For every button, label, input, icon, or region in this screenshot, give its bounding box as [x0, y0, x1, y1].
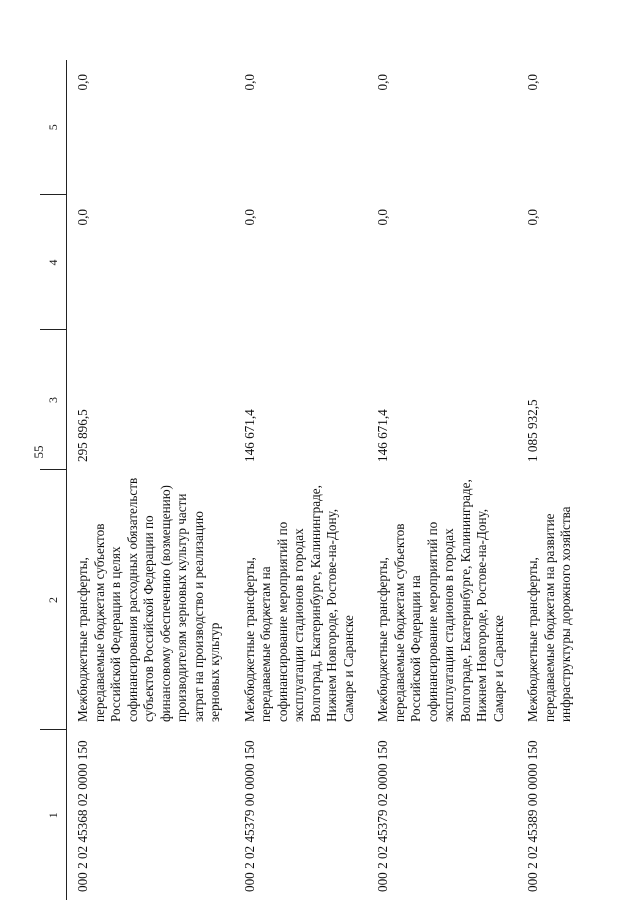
row-description: Межбюджетные трансферты, передаваемые бюджетам субъектов Российской Федерации на софинансирование мероприятий по эксплуатации стадионов в городах Волгограде, Екатеринбурге, Калининграде, Нижнем Новгороде, Ростове-на-Дону, Самаре и Саранске: [375, 479, 506, 722]
row-value-3: 146 671,4: [375, 409, 390, 462]
row-value-5: 0,0: [75, 74, 90, 91]
row-description: Межбюджетные трансферты, передаваемые бюджетам на софинансирование мероприятий по эксплуатации стадионов в городах Волгоград, Екатеринбурге, Калининграде, Нижнем Новгороде, Ростове-на-Дону, Самаре и Саранске: [241, 485, 356, 722]
row-description: Межбюджетные трансферты, передаваемые бюджетам на развитие инфраструктуры дорожного хозяйства: [525, 506, 573, 722]
table-row: [517, 60, 585, 900]
header-col-2: 2: [40, 470, 67, 730]
page-number: 55: [31, 445, 46, 459]
row-value-5: 0,0: [241, 74, 257, 91]
budget-table-container: [40, 60, 600, 900]
row-code: 000 2 02 45389 00 0000 150: [525, 740, 540, 892]
row-value-5: 0,0: [375, 74, 390, 91]
row-value-3: 1 085 932,5: [525, 399, 540, 462]
row-value-4: 0,0: [241, 209, 257, 226]
row-value-4: 0,0: [375, 209, 390, 226]
row-value-4: 0,0: [75, 209, 90, 226]
row-description: Межбюджетные трансферты, передаваемые бюджетам субъектов Российской Федерации в целях софинансирования расходных обязательств субъектов Российской Федерации по финансовому обеспечению (возмещению) производителям зерновых культур части затрат на производство и реализацию зерновых культур: [75, 477, 222, 722]
row-code: 000 2 02 45379 00 0000 150: [241, 740, 257, 892]
header-col-1: 1: [40, 730, 67, 900]
row-value-3: 295 896,5: [75, 409, 90, 462]
table-row: [234, 60, 368, 900]
row-value-5: 0,0: [525, 74, 540, 91]
row-code: 000 2 02 45368 02 0000 150: [75, 740, 90, 892]
budget-table: [40, 60, 585, 900]
header-col-5: 5: [40, 60, 67, 195]
row-code: 000 2 02 45379 02 0000 150: [375, 740, 390, 892]
table-row: [367, 60, 517, 900]
header-col-3: 3: [40, 330, 67, 470]
table-row: [67, 60, 234, 900]
header-col-4: 4: [40, 195, 67, 330]
table-header-row: [40, 60, 67, 900]
row-value-3: 146 671,4: [241, 409, 257, 462]
row-value-4: 0,0: [525, 209, 540, 226]
